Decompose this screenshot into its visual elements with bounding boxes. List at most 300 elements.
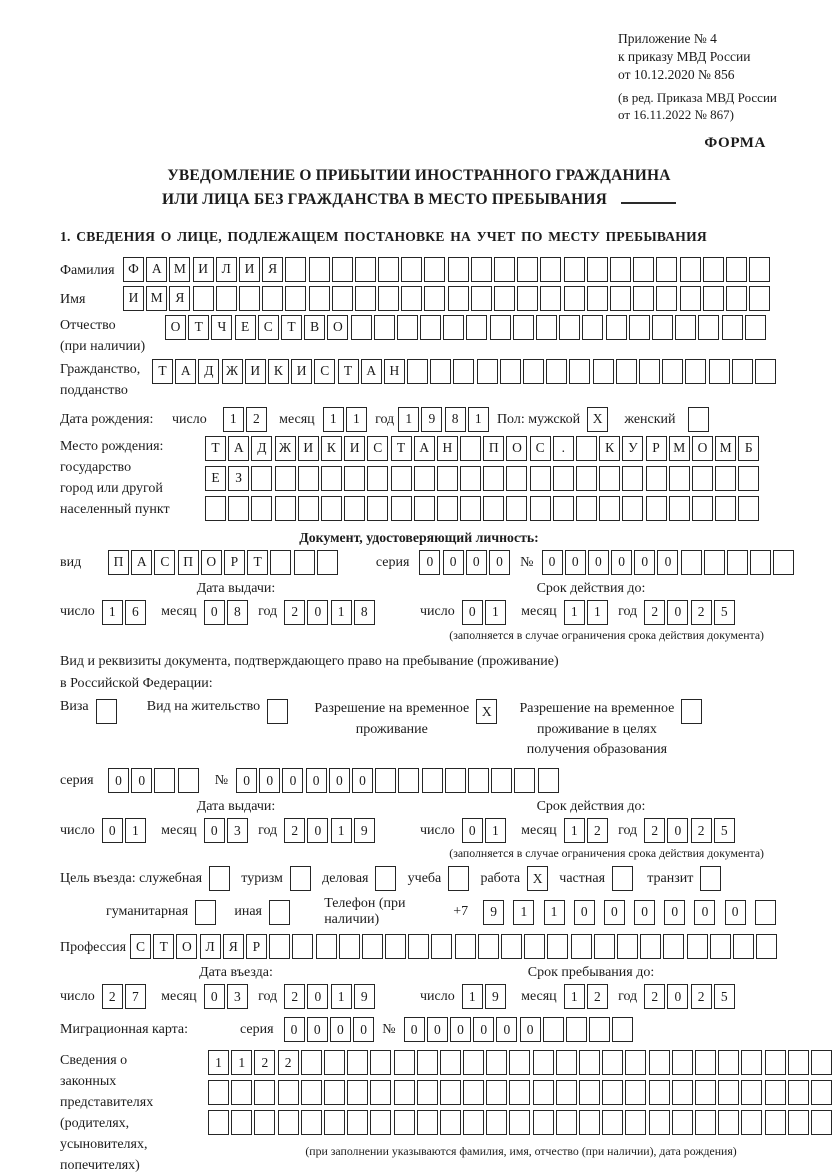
- char-box[interactable]: [669, 466, 690, 491]
- sex-female-checkbox[interactable]: [688, 407, 709, 432]
- char-box[interactable]: [374, 315, 395, 340]
- char-box[interactable]: [463, 1080, 484, 1105]
- char-box[interactable]: Е: [205, 466, 226, 491]
- char-box[interactable]: [556, 1110, 577, 1135]
- char-box[interactable]: [610, 286, 631, 311]
- char-box[interactable]: [656, 286, 677, 311]
- char-box[interactable]: [301, 1050, 322, 1075]
- char-box[interactable]: [292, 934, 313, 959]
- char-box[interactable]: [722, 315, 743, 340]
- char-box[interactable]: [680, 257, 701, 282]
- char-box[interactable]: 0: [565, 550, 586, 575]
- temp-residence-checkbox[interactable]: X: [476, 699, 497, 724]
- char-box[interactable]: 1: [231, 1050, 252, 1075]
- char-box[interactable]: [524, 934, 545, 959]
- char-box[interactable]: [385, 934, 406, 959]
- char-box[interactable]: [317, 550, 338, 575]
- char-box[interactable]: [741, 1050, 762, 1075]
- char-box[interactable]: К: [321, 436, 342, 461]
- char-box[interactable]: Л: [216, 257, 237, 282]
- char-box[interactable]: [455, 934, 476, 959]
- char-box[interactable]: [622, 496, 643, 521]
- char-box[interactable]: 0: [725, 900, 746, 925]
- char-box[interactable]: У: [622, 436, 643, 461]
- char-box[interactable]: [275, 496, 296, 521]
- char-box[interactable]: [599, 466, 620, 491]
- char-box[interactable]: [715, 466, 736, 491]
- char-box[interactable]: [370, 1110, 391, 1135]
- char-box[interactable]: [332, 286, 353, 311]
- char-box[interactable]: [417, 1050, 438, 1075]
- char-box[interactable]: [440, 1050, 461, 1075]
- char-box[interactable]: Т: [281, 315, 302, 340]
- char-box[interactable]: 0: [307, 818, 328, 843]
- char-box[interactable]: 0: [427, 1017, 448, 1042]
- char-box[interactable]: [646, 466, 667, 491]
- char-box[interactable]: [718, 1110, 739, 1135]
- char-box[interactable]: [617, 934, 638, 959]
- char-box[interactable]: 0: [473, 1017, 494, 1042]
- char-box[interactable]: [649, 1080, 670, 1105]
- char-box[interactable]: [602, 1080, 623, 1105]
- char-box[interactable]: [394, 1080, 415, 1105]
- char-box[interactable]: [278, 1110, 299, 1135]
- char-box[interactable]: 2: [284, 818, 305, 843]
- purpose-study-checkbox[interactable]: [448, 866, 469, 891]
- char-box[interactable]: [417, 1110, 438, 1135]
- char-box[interactable]: [154, 768, 175, 793]
- char-box[interactable]: [448, 257, 469, 282]
- char-box[interactable]: 0: [667, 818, 688, 843]
- char-box[interactable]: 0: [307, 1017, 328, 1042]
- char-box[interactable]: 1: [323, 407, 344, 432]
- char-box[interactable]: [491, 768, 512, 793]
- char-box[interactable]: О: [327, 315, 348, 340]
- char-box[interactable]: Н: [384, 359, 405, 384]
- char-box[interactable]: И: [123, 286, 144, 311]
- char-box[interactable]: [625, 1050, 646, 1075]
- char-box[interactable]: 0: [236, 768, 257, 793]
- char-box[interactable]: [270, 550, 291, 575]
- char-box[interactable]: [649, 1110, 670, 1135]
- char-box[interactable]: 1: [513, 900, 534, 925]
- char-box[interactable]: Т: [153, 934, 174, 959]
- char-box[interactable]: И: [245, 359, 266, 384]
- char-box[interactable]: [622, 466, 643, 491]
- char-box[interactable]: 0: [466, 550, 487, 575]
- char-box[interactable]: [355, 257, 376, 282]
- char-box[interactable]: [755, 359, 776, 384]
- char-box[interactable]: 2: [284, 600, 305, 625]
- char-box[interactable]: [460, 436, 481, 461]
- char-box[interactable]: 0: [489, 550, 510, 575]
- char-box[interactable]: [408, 934, 429, 959]
- char-box[interactable]: [698, 315, 719, 340]
- char-box[interactable]: [351, 315, 372, 340]
- char-box[interactable]: 1: [468, 407, 489, 432]
- char-box[interactable]: [788, 1110, 809, 1135]
- char-box[interactable]: 0: [404, 1017, 425, 1042]
- char-box[interactable]: С: [314, 359, 335, 384]
- char-box[interactable]: [715, 496, 736, 521]
- char-box[interactable]: [811, 1050, 832, 1075]
- char-box[interactable]: [756, 934, 777, 959]
- char-box[interactable]: А: [414, 436, 435, 461]
- char-box[interactable]: О: [165, 315, 186, 340]
- visa-checkbox[interactable]: [96, 699, 117, 724]
- char-box[interactable]: [344, 496, 365, 521]
- char-box[interactable]: 0: [634, 900, 655, 925]
- purpose-private-checkbox[interactable]: [612, 866, 633, 891]
- char-box[interactable]: 1: [331, 984, 352, 1009]
- char-box[interactable]: [460, 496, 481, 521]
- char-box[interactable]: 0: [352, 768, 373, 793]
- char-box[interactable]: [301, 1110, 322, 1135]
- char-box[interactable]: 2: [644, 818, 665, 843]
- char-box[interactable]: [533, 1050, 554, 1075]
- char-box[interactable]: [602, 1050, 623, 1075]
- char-box[interactable]: 2: [644, 984, 665, 1009]
- char-box[interactable]: С: [367, 436, 388, 461]
- char-box[interactable]: [692, 496, 713, 521]
- char-box[interactable]: [422, 768, 443, 793]
- char-box[interactable]: [536, 315, 557, 340]
- char-box[interactable]: 0: [667, 984, 688, 1009]
- char-box[interactable]: 0: [657, 550, 678, 575]
- char-box[interactable]: [639, 359, 660, 384]
- char-box[interactable]: 1: [398, 407, 419, 432]
- char-box[interactable]: [788, 1050, 809, 1075]
- char-box[interactable]: Я: [169, 286, 190, 311]
- char-box[interactable]: [407, 359, 428, 384]
- char-box[interactable]: [685, 359, 706, 384]
- char-box[interactable]: П: [483, 436, 504, 461]
- char-box[interactable]: С: [154, 550, 175, 575]
- char-box[interactable]: Я: [223, 934, 244, 959]
- char-box[interactable]: А: [175, 359, 196, 384]
- char-box[interactable]: [709, 359, 730, 384]
- char-box[interactable]: Р: [224, 550, 245, 575]
- char-box[interactable]: [448, 286, 469, 311]
- char-box[interactable]: [398, 768, 419, 793]
- char-box[interactable]: [478, 934, 499, 959]
- char-box[interactable]: [755, 900, 776, 925]
- purpose-other-checkbox[interactable]: [269, 900, 290, 925]
- char-box[interactable]: [251, 496, 272, 521]
- char-box[interactable]: [420, 315, 441, 340]
- char-box[interactable]: 0: [282, 768, 303, 793]
- char-box[interactable]: [726, 286, 747, 311]
- char-box[interactable]: 0: [419, 550, 440, 575]
- char-box[interactable]: [710, 934, 731, 959]
- char-box[interactable]: Ж: [275, 436, 296, 461]
- char-box[interactable]: 1: [208, 1050, 229, 1075]
- char-box[interactable]: [355, 286, 376, 311]
- char-box[interactable]: [445, 768, 466, 793]
- char-box[interactable]: [582, 315, 603, 340]
- char-box[interactable]: .: [553, 436, 574, 461]
- char-box[interactable]: [741, 1110, 762, 1135]
- char-box[interactable]: О: [506, 436, 527, 461]
- char-box[interactable]: [587, 286, 608, 311]
- char-box[interactable]: К: [268, 359, 289, 384]
- char-box[interactable]: Н: [437, 436, 458, 461]
- char-box[interactable]: [321, 466, 342, 491]
- char-box[interactable]: [556, 1080, 577, 1105]
- char-box[interactable]: [564, 286, 585, 311]
- char-box[interactable]: О: [692, 436, 713, 461]
- char-box[interactable]: [718, 1080, 739, 1105]
- char-box[interactable]: 2: [246, 407, 267, 432]
- char-box[interactable]: 0: [330, 1017, 351, 1042]
- char-box[interactable]: Р: [246, 934, 267, 959]
- char-box[interactable]: 9: [483, 900, 504, 925]
- char-box[interactable]: 0: [131, 768, 152, 793]
- char-box[interactable]: [430, 359, 451, 384]
- char-box[interactable]: [394, 1110, 415, 1135]
- char-box[interactable]: [309, 257, 330, 282]
- char-box[interactable]: [500, 359, 521, 384]
- char-box[interactable]: [275, 466, 296, 491]
- char-box[interactable]: [695, 1110, 716, 1135]
- char-box[interactable]: [440, 1110, 461, 1135]
- char-box[interactable]: [486, 1110, 507, 1135]
- char-box[interactable]: [506, 466, 527, 491]
- purpose-tourism-checkbox[interactable]: [290, 866, 311, 891]
- char-box[interactable]: [517, 286, 538, 311]
- char-box[interactable]: [749, 257, 770, 282]
- char-box[interactable]: [788, 1080, 809, 1105]
- char-box[interactable]: 0: [542, 550, 563, 575]
- char-box[interactable]: [672, 1080, 693, 1105]
- char-box[interactable]: 0: [307, 600, 328, 625]
- char-box[interactable]: 8: [445, 407, 466, 432]
- char-box[interactable]: [216, 286, 237, 311]
- char-box[interactable]: [533, 1080, 554, 1105]
- char-box[interactable]: [629, 315, 650, 340]
- char-box[interactable]: Л: [200, 934, 221, 959]
- char-box[interactable]: [811, 1110, 832, 1135]
- char-box[interactable]: 1: [102, 600, 123, 625]
- char-box[interactable]: [564, 257, 585, 282]
- char-box[interactable]: 0: [611, 550, 632, 575]
- char-box[interactable]: [471, 286, 492, 311]
- char-box[interactable]: [811, 1080, 832, 1105]
- char-box[interactable]: [681, 550, 702, 575]
- char-box[interactable]: 0: [462, 818, 483, 843]
- char-box[interactable]: [675, 315, 696, 340]
- char-box[interactable]: [208, 1110, 229, 1135]
- char-box[interactable]: [741, 1080, 762, 1105]
- char-box[interactable]: [506, 496, 527, 521]
- char-box[interactable]: [663, 934, 684, 959]
- char-box[interactable]: [556, 1050, 577, 1075]
- char-box[interactable]: О: [201, 550, 222, 575]
- char-box[interactable]: [231, 1080, 252, 1105]
- char-box[interactable]: [453, 359, 474, 384]
- char-box[interactable]: [208, 1080, 229, 1105]
- char-box[interactable]: 2: [278, 1050, 299, 1075]
- char-box[interactable]: 9: [421, 407, 442, 432]
- char-box[interactable]: [599, 496, 620, 521]
- char-box[interactable]: [576, 436, 597, 461]
- char-box[interactable]: [646, 496, 667, 521]
- char-box[interactable]: [703, 257, 724, 282]
- char-box[interactable]: [749, 286, 770, 311]
- char-box[interactable]: М: [715, 436, 736, 461]
- char-box[interactable]: 1: [223, 407, 244, 432]
- char-box[interactable]: [486, 1080, 507, 1105]
- char-box[interactable]: [378, 286, 399, 311]
- char-box[interactable]: [324, 1080, 345, 1105]
- char-box[interactable]: [610, 257, 631, 282]
- char-box[interactable]: 0: [667, 600, 688, 625]
- char-box[interactable]: [332, 257, 353, 282]
- char-box[interactable]: 2: [691, 984, 712, 1009]
- char-box[interactable]: [397, 315, 418, 340]
- char-box[interactable]: [540, 286, 561, 311]
- char-box[interactable]: [367, 496, 388, 521]
- char-box[interactable]: [339, 934, 360, 959]
- char-box[interactable]: И: [239, 257, 260, 282]
- char-box[interactable]: [483, 466, 504, 491]
- char-box[interactable]: [692, 466, 713, 491]
- char-box[interactable]: [391, 496, 412, 521]
- char-box[interactable]: 1: [462, 984, 483, 1009]
- char-box[interactable]: 5: [714, 818, 735, 843]
- char-box[interactable]: [378, 257, 399, 282]
- char-box[interactable]: Т: [247, 550, 268, 575]
- char-box[interactable]: 2: [102, 984, 123, 1009]
- char-box[interactable]: [347, 1080, 368, 1105]
- char-box[interactable]: Д: [198, 359, 219, 384]
- char-box[interactable]: П: [108, 550, 129, 575]
- char-box[interactable]: [193, 286, 214, 311]
- char-box[interactable]: 9: [354, 984, 375, 1009]
- char-box[interactable]: [571, 934, 592, 959]
- char-box[interactable]: [733, 934, 754, 959]
- char-box[interactable]: 1: [544, 900, 565, 925]
- char-box[interactable]: С: [530, 436, 551, 461]
- char-box[interactable]: [228, 496, 249, 521]
- char-box[interactable]: [538, 768, 559, 793]
- char-box[interactable]: [471, 257, 492, 282]
- char-box[interactable]: О: [176, 934, 197, 959]
- char-box[interactable]: 2: [644, 600, 665, 625]
- char-box[interactable]: [494, 257, 515, 282]
- temp-residence-edu-checkbox[interactable]: [681, 699, 702, 724]
- char-box[interactable]: С: [130, 934, 151, 959]
- char-box[interactable]: 0: [307, 984, 328, 1009]
- purpose-humanitarian-checkbox[interactable]: [195, 900, 216, 925]
- char-box[interactable]: 1: [564, 984, 585, 1009]
- char-box[interactable]: [543, 1017, 564, 1042]
- char-box[interactable]: [540, 257, 561, 282]
- char-box[interactable]: 0: [664, 900, 685, 925]
- char-box[interactable]: [530, 466, 551, 491]
- char-box[interactable]: [509, 1110, 530, 1135]
- char-box[interactable]: [640, 934, 661, 959]
- char-box[interactable]: [278, 1080, 299, 1105]
- char-box[interactable]: [298, 466, 319, 491]
- char-box[interactable]: 0: [204, 818, 225, 843]
- char-box[interactable]: А: [146, 257, 167, 282]
- char-box[interactable]: [559, 315, 580, 340]
- purpose-business-checkbox[interactable]: [375, 866, 396, 891]
- char-box[interactable]: [517, 257, 538, 282]
- purpose-transit-checkbox[interactable]: [700, 866, 721, 891]
- char-box[interactable]: 9: [485, 984, 506, 1009]
- char-box[interactable]: [424, 286, 445, 311]
- char-box[interactable]: 2: [587, 984, 608, 1009]
- char-box[interactable]: [662, 359, 683, 384]
- char-box[interactable]: [547, 934, 568, 959]
- char-box[interactable]: 0: [443, 550, 464, 575]
- char-box[interactable]: [321, 496, 342, 521]
- char-box[interactable]: [514, 768, 535, 793]
- char-box[interactable]: [347, 1050, 368, 1075]
- char-box[interactable]: 8: [227, 600, 248, 625]
- char-box[interactable]: [750, 550, 771, 575]
- char-box[interactable]: 1: [485, 600, 506, 625]
- char-box[interactable]: [765, 1050, 786, 1075]
- char-box[interactable]: [589, 1017, 610, 1042]
- char-box[interactable]: [695, 1050, 716, 1075]
- char-box[interactable]: М: [669, 436, 690, 461]
- char-box[interactable]: [251, 466, 272, 491]
- char-box[interactable]: [254, 1080, 275, 1105]
- char-box[interactable]: Р: [646, 436, 667, 461]
- char-box[interactable]: [417, 1080, 438, 1105]
- char-box[interactable]: [375, 768, 396, 793]
- char-box[interactable]: [513, 315, 534, 340]
- char-box[interactable]: [486, 1050, 507, 1075]
- char-box[interactable]: 2: [587, 818, 608, 843]
- sex-male-checkbox[interactable]: X: [587, 407, 608, 432]
- char-box[interactable]: [566, 1017, 587, 1042]
- char-box[interactable]: 0: [520, 1017, 541, 1042]
- char-box[interactable]: [695, 1080, 716, 1105]
- char-box[interactable]: [593, 359, 614, 384]
- char-box[interactable]: 0: [462, 600, 483, 625]
- char-box[interactable]: [509, 1050, 530, 1075]
- char-box[interactable]: 0: [496, 1017, 517, 1042]
- char-box[interactable]: [612, 1017, 633, 1042]
- char-box[interactable]: [477, 359, 498, 384]
- char-box[interactable]: [687, 934, 708, 959]
- char-box[interactable]: [285, 286, 306, 311]
- char-box[interactable]: [738, 466, 759, 491]
- char-box[interactable]: 5: [714, 984, 735, 1009]
- char-box[interactable]: [656, 257, 677, 282]
- char-box[interactable]: 5: [714, 600, 735, 625]
- char-box[interactable]: Ч: [211, 315, 232, 340]
- char-box[interactable]: [727, 550, 748, 575]
- char-box[interactable]: [205, 496, 226, 521]
- char-box[interactable]: 0: [588, 550, 609, 575]
- char-box[interactable]: [669, 496, 690, 521]
- char-box[interactable]: [625, 1110, 646, 1135]
- char-box[interactable]: Ж: [222, 359, 243, 384]
- char-box[interactable]: [576, 466, 597, 491]
- char-box[interactable]: В: [304, 315, 325, 340]
- char-box[interactable]: 0: [102, 818, 123, 843]
- char-box[interactable]: С: [258, 315, 279, 340]
- char-box[interactable]: [680, 286, 701, 311]
- char-box[interactable]: [509, 1080, 530, 1105]
- char-box[interactable]: А: [361, 359, 382, 384]
- char-box[interactable]: [460, 466, 481, 491]
